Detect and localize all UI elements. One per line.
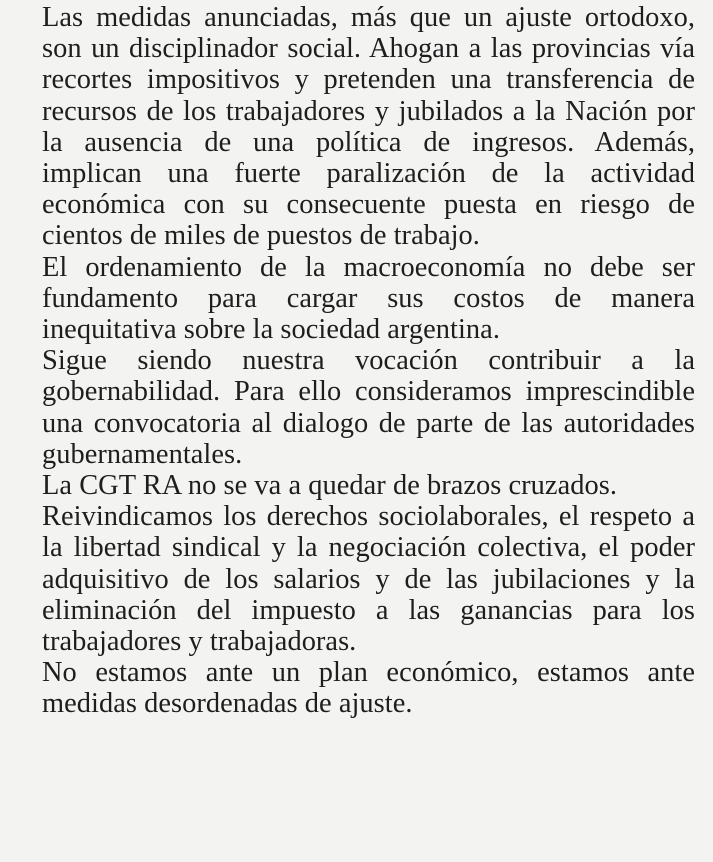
paragraph-rights: Reivindicamos los derechos sociolaborales, el respeto a la libertad sindical y la negociación colectiva, el poder adquisitivo de los salarios y de las jubilaciones y la eliminación del impuesto a las ganancias para los trabajadores y trabajadoras. xyxy=(42,501,695,658)
paragraph-macroeconomy: El ordenamiento de la macroeconomía no debe ser fundamento para cargar sus costos de manera inequitativa sobre la sociedad argentina. xyxy=(42,251,695,346)
paragraph-conclusion: No estamos ante un plan económico, estamos ante medidas desordenadas de ajuste. xyxy=(42,657,695,720)
paragraph-cgt: La CGT RA no se va a quedar de brazos cruzados. xyxy=(42,470,617,502)
statement-text xyxy=(42,2,695,720)
paragraph-governability: Sigue siendo nuestra vocación contribuir a la gobernabilidad. Para ello consideramos imprescindible una convocatoria al dialogo de parte de las autoridades gubernamentales. xyxy=(42,345,695,470)
paragraph-measures: Las medidas anunciadas, más que un ajuste ortodoxo, son un disciplinador social. Ahogan a las provincias vía recortes impositivos y pretenden una transferencia de recursos de los trabajadores y jubilados a la Nación por la ausencia de una política de ingresos. Además, implican una fuerte paralización de la actividad económica con su consecuente puesta en riesgo de cientos de miles de puestos de trabajo. xyxy=(42,2,695,252)
